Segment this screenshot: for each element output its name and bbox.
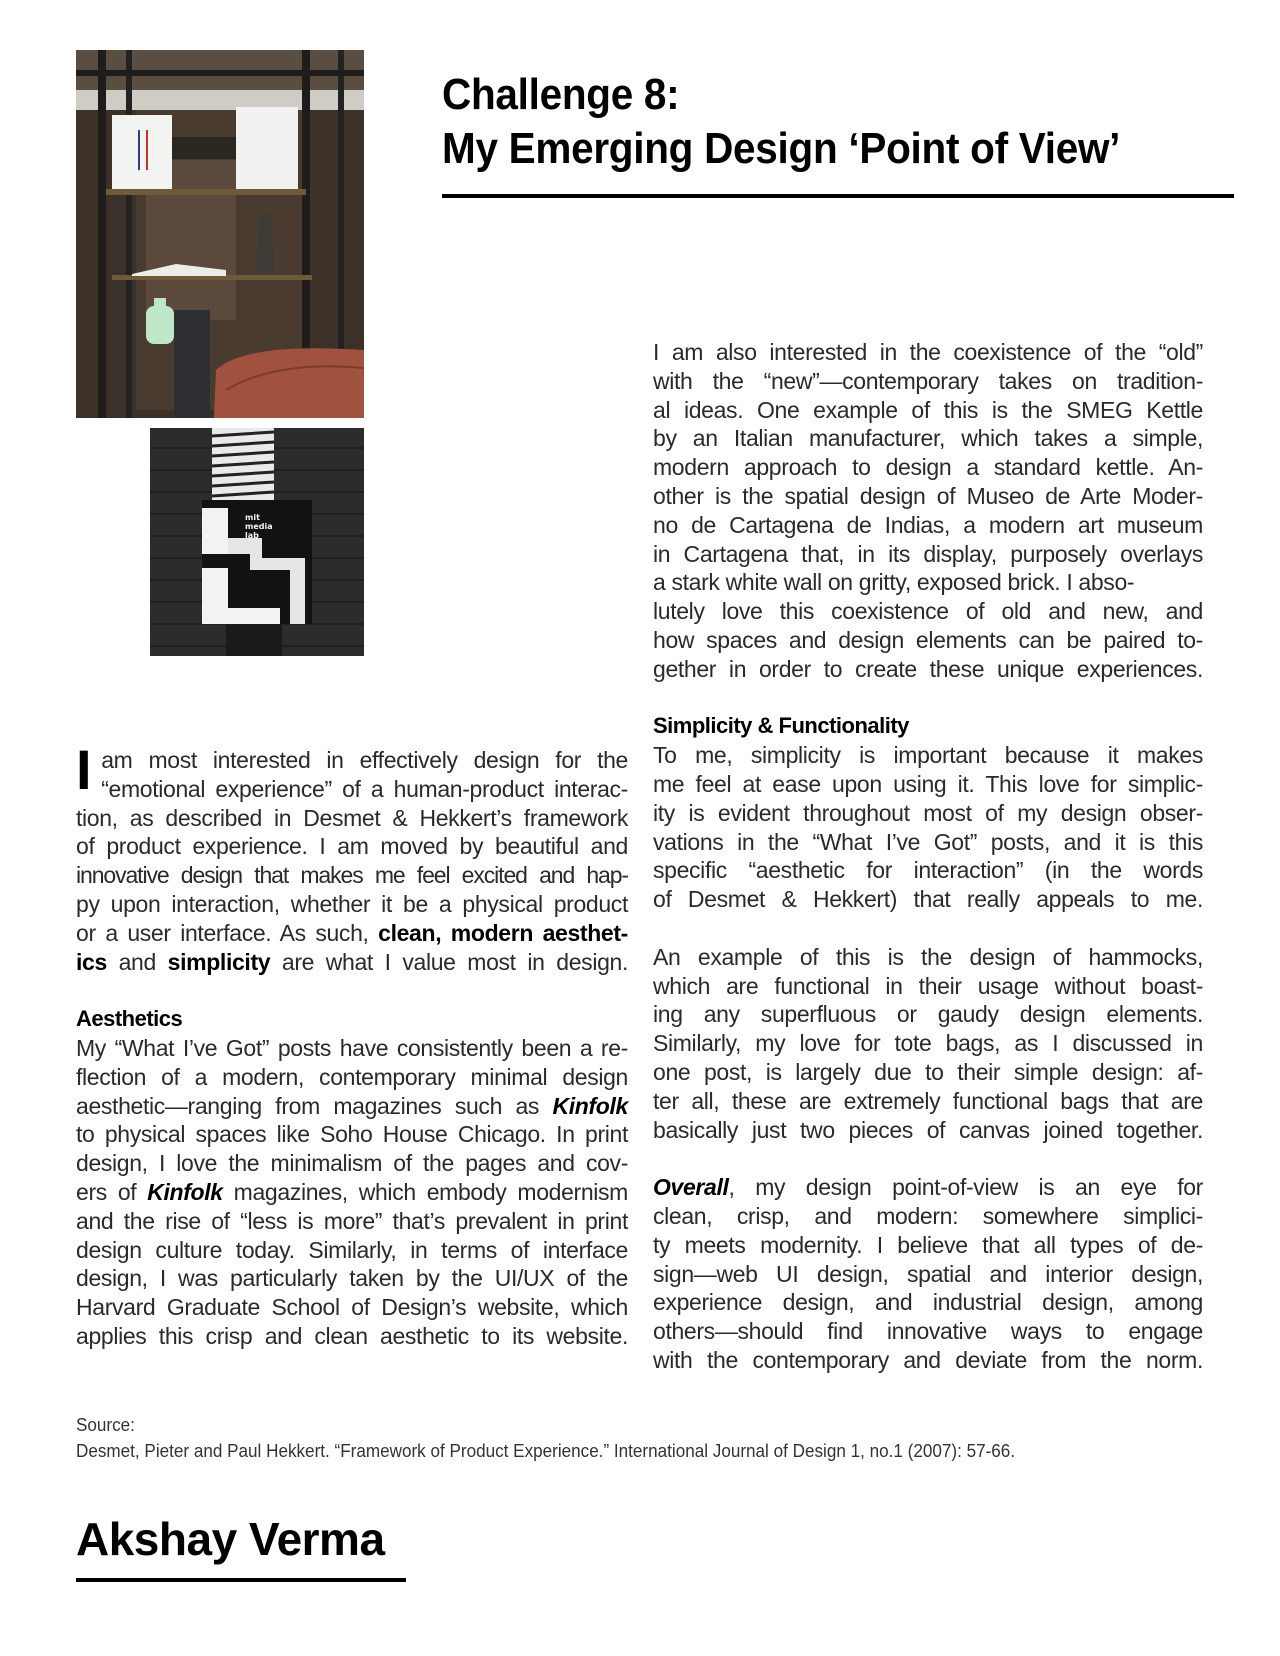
text-line: how spaces and design elements can be paired to-: [653, 626, 1203, 653]
text-line: aesthetic—ranging from magazines such as Kinfolk: [76, 1092, 628, 1119]
old-and-new-paragraph: [653, 338, 1203, 684]
text-line: modern approach to design a standard kettle. An-: [653, 454, 1203, 481]
text-line: Similarly, my love for tote bags, as I discussed in: [653, 1030, 1203, 1057]
text-line: or a user interface. As such, clean, modern aesthet-: [76, 919, 628, 946]
text-line: I am also interested in the coexistence of the “old”: [653, 339, 1203, 365]
text-line: ics and simplicity are what I value most in design.: [76, 948, 628, 975]
text-line: vations in the “What I’ve Got” posts, and it is this: [653, 828, 1203, 855]
simplicity-heading: Simplicity & Functionality: [653, 713, 909, 739]
title-underline: [442, 194, 1234, 198]
text-line: and the rise of “less is more” that’s prevalent in print: [76, 1207, 628, 1234]
kinfolk-emphasis: Kinfolk: [552, 1092, 628, 1119]
text-line: of product experience. I am moved by beautiful and: [76, 833, 628, 860]
text-line: al ideas. One example of this is the SMEG Kettle: [653, 396, 1203, 423]
text-line: one post, is largely due to their simple design: af-: [653, 1058, 1203, 1085]
shelf-photo-illustration: [76, 50, 364, 418]
aesthetics-heading: Aesthetics: [76, 1006, 183, 1032]
text-line: My “What I’ve Got” posts have consistently been a re-: [76, 1034, 628, 1061]
text-line: Iam most interested in effectively design for the: [76, 738, 628, 801]
text-line: gether in order to create these unique experiences.: [653, 655, 1203, 682]
aesthetics-section: [76, 1005, 628, 1351]
text-line: others—should find innovative ways to engage: [653, 1318, 1203, 1345]
text-line: Harvard Graduate School of Design’s website, which: [76, 1294, 628, 1321]
text-line: ing any superfluous or gaudy design elements.: [653, 1001, 1203, 1028]
paragraph-gap: [653, 684, 1203, 713]
paragraph-gap: [653, 1144, 1203, 1173]
text-line: of Desmet & Hekkert) that really appeals to me.: [653, 886, 1203, 913]
text-line: design, I was particularly taken by the UI/UX of the: [76, 1265, 628, 1292]
text-line: me feel at ease upon using it. This love for simplic-: [653, 770, 1203, 797]
hammock-paragraph: [653, 943, 1203, 1145]
text-line: lutely love this coexistence of old and new, and: [653, 598, 1203, 625]
text-line: in Cartagena that, in its display, purposely overlays: [653, 540, 1203, 567]
overall-paragraph: [653, 1173, 1203, 1375]
text-line: specific “aesthetic for interaction” (in the words: [653, 857, 1203, 884]
text-line: design culture today. Similarly, in terms of interface: [76, 1236, 628, 1263]
text-line: experience design, and industrial design, among: [653, 1289, 1203, 1316]
text-line: ter all, these are extremely functional bags that are: [653, 1087, 1203, 1114]
text-line: ity is evident throughout most of my design obser-: [653, 799, 1203, 826]
text-line: tion, as described in Desmet & Hekkert’s framework: [76, 804, 628, 831]
source-citation: [76, 1412, 1169, 1464]
text-line: flection of a modern, contemporary minimal design: [76, 1063, 628, 1090]
page-title: [442, 68, 1169, 176]
text-line: An example of this is the design of hammocks,: [653, 943, 1203, 970]
text-line: sign—web UI design, spatial and interior design,: [653, 1260, 1203, 1287]
bold-phrase: ics: [76, 948, 107, 975]
text-line: Overall, my design point-of-view is an eye for: [653, 1174, 1203, 1201]
text-line: basically just two pieces of canvas joined together.: [653, 1116, 1203, 1143]
source-label: Source:: [76, 1415, 135, 1435]
shelf-photo: [76, 50, 364, 418]
text-line: To me, simplicity is important because it makes: [653, 742, 1203, 769]
overall-emphasis: Overall: [653, 1174, 729, 1201]
bold-phrase: simplicity: [167, 948, 271, 975]
simplicity-section: [653, 712, 1203, 914]
text-line: applies this crisp and clean aesthetic to its website.: [76, 1322, 628, 1349]
text-line: design, I love the minimalism of the pages and cov-: [76, 1150, 628, 1177]
kinfolk-emphasis: Kinfolk: [147, 1178, 223, 1205]
left-column: [76, 738, 628, 1351]
text-line: other is the spatial design of Museo de Arte Moder-: [653, 482, 1203, 509]
text-line: “emotional experience” of a human-product interac-: [101, 775, 628, 802]
intro-paragraph: [76, 738, 628, 976]
text-line: ty meets modernity. I believe that all types of de-: [653, 1231, 1203, 1258]
author-name: Akshay Verma: [76, 1513, 385, 1565]
text-line: a stark white wall on gritty, exposed brick. I abso-: [653, 569, 1135, 596]
svg-text:lab: lab: [245, 531, 259, 540]
title-line-1: Challenge 8:: [442, 70, 680, 119]
title-line-2: My Emerging Design ‘Point of View’: [442, 124, 1121, 173]
text-line: with the contemporary and deviate from the norm.: [653, 1346, 1203, 1373]
svg-text:mit: mit: [245, 513, 260, 522]
tote-bag-photo: [150, 428, 364, 656]
text-line: py upon interaction, whether it be a physical product: [76, 890, 628, 917]
text-line: ers of Kinfolk magazines, which embody modernism: [76, 1178, 628, 1205]
bold-phrase: clean, modern aesthet-: [378, 919, 628, 946]
drop-cap: I: [76, 738, 92, 801]
text-line: innovative design that makes me feel excited and hap-: [76, 862, 628, 889]
text-line: by an Italian manufacturer, which takes a simple,: [653, 425, 1203, 452]
text-line: no de Cartagena de Indias, a modern art museum: [653, 511, 1203, 538]
text-line: with the “new”—contemporary takes on tradition-: [653, 367, 1203, 394]
paragraph-gap: [76, 976, 628, 1005]
text-line: which are functional in their usage without boast-: [653, 972, 1203, 999]
text-line: clean, crisp, and modern: somewhere simplici-: [653, 1202, 1203, 1229]
svg-text:media: media: [245, 522, 273, 531]
tote-bag-illustration: [150, 428, 364, 656]
citation-text: Desmet, Pieter and Paul Hekkert. “Framework of Product Experience.” International Journal of Design 1, no.1 (2007): 57-66.: [76, 1441, 1016, 1461]
author-underline: [76, 1578, 406, 1582]
paragraph-gap: [653, 914, 1203, 943]
right-column: [653, 338, 1203, 1375]
text-line: to physical spaces like Soho House Chicago. In print: [76, 1121, 628, 1148]
